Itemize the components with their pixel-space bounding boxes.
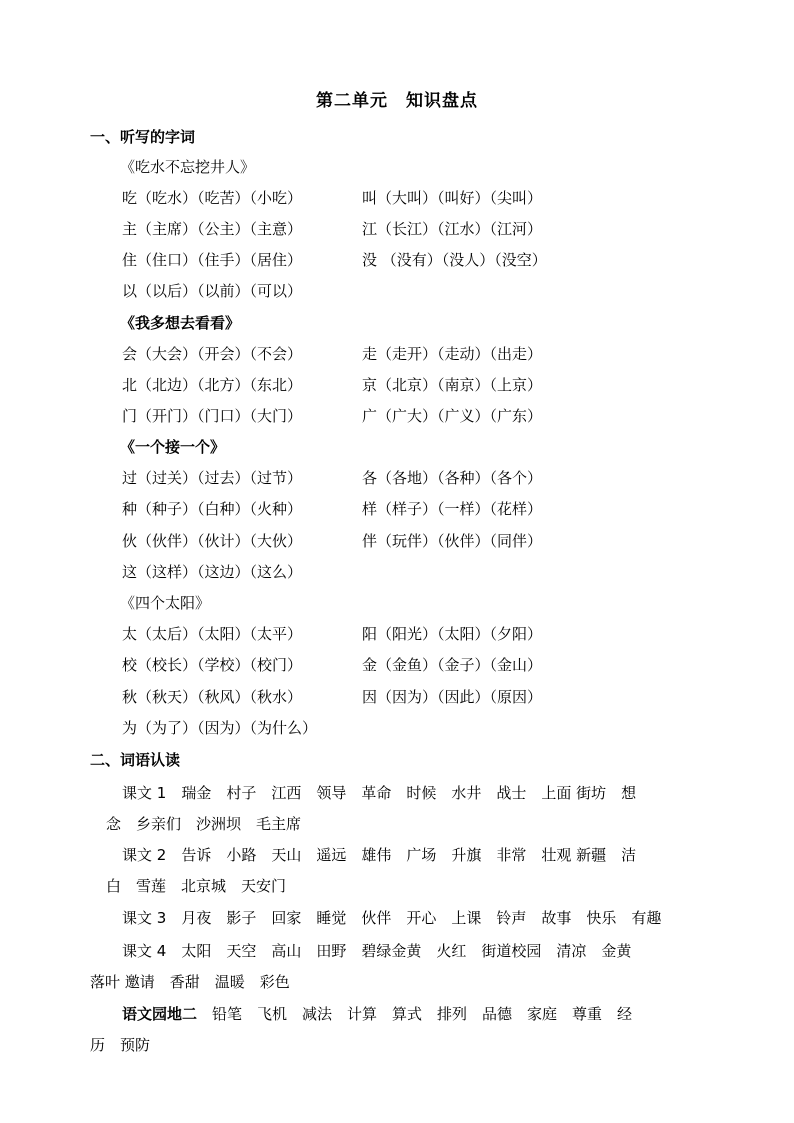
- word-entry: 样（样子）（一样）（花样）: [362, 500, 543, 518]
- word-entry: 广（广大）（广义）（广东）: [362, 407, 543, 425]
- lesson-title: 《吃水不忘挖井人》: [120, 158, 256, 176]
- word-row: [122, 498, 543, 519]
- word-row: [122, 218, 543, 239]
- word-row: [122, 249, 547, 270]
- vocab-line: [122, 907, 661, 928]
- word-entry: 伴（玩伴）（伙伴）（同伴）: [362, 532, 543, 550]
- word-entry: 主（主席）（公主）（主意）: [122, 220, 303, 238]
- vocab-line: 落叶 邀请 香甜 温暖 彩色: [90, 973, 290, 991]
- word-row: [122, 623, 543, 644]
- word-entry: 秋（秋天）（秋风）（秋水）: [122, 688, 303, 706]
- section-heading-dictation: 一、听写的字词: [90, 128, 196, 146]
- vocab-line: [122, 1003, 632, 1024]
- lesson-label: 课文 4: [122, 942, 167, 960]
- vocab-words: 太阳 天空 高山 田野 碧绿金黄 火红 街道校园 清凉 金黄: [181, 942, 632, 960]
- vocab-line: 白 雪莲 北京城 天安门: [106, 877, 287, 895]
- word-row: [122, 280, 302, 301]
- word-row: [122, 530, 543, 551]
- word-entry: 以（以后）（以前）（可以）: [122, 282, 303, 300]
- word-entry: 门（开门）（门口）（大门）: [122, 407, 303, 425]
- word-entry: 吃（吃水）（吃苦）（小吃）: [122, 189, 303, 207]
- word-entry: 种（种子）（白种）（火种）: [122, 500, 303, 518]
- vocab-line: 历 预防: [90, 1036, 151, 1054]
- word-entry: 住（住口）（住手）（居住）: [122, 251, 303, 269]
- word-row: [122, 561, 302, 582]
- vocab-line: [122, 782, 636, 803]
- lesson-label: 语文园地二: [122, 1005, 198, 1023]
- word-entry: 伙（伙伴）（伙计）（大伙）: [122, 532, 303, 550]
- vocab-words: 告诉 小路 天山 遥远 雄伟 广场 升旗 非常 壮观 新疆 洁: [181, 846, 637, 864]
- word-row: [122, 654, 543, 675]
- section-heading-reading: 二、词语认读: [90, 751, 181, 769]
- vocab-words: 瑞金 村子 江西 领导 革命 时候 水井 战士 上面 街坊 想: [181, 784, 637, 802]
- word-row: [122, 187, 543, 208]
- word-entry: 金（金鱼）（金子）（金山）: [362, 656, 543, 674]
- vocab-line: [122, 940, 631, 961]
- lesson-title: 《我多想去看看》: [120, 314, 241, 332]
- vocab-words: 铅笔 飞机 减法 计算 算式 排列 品德 家庭 尊重 经: [212, 1005, 633, 1023]
- word-entry: 叫（大叫）（叫好）（尖叫）: [362, 189, 543, 207]
- word-entry: 这（这样）（这边）（这么）: [122, 563, 303, 581]
- word-entry: 为（为了）（因为）（为什么）: [122, 719, 318, 737]
- word-entry: 江（长江）（江水）（江河）: [362, 220, 543, 238]
- lesson-title: 《一个接一个》: [120, 438, 226, 456]
- vocab-words: 月夜 影子 回家 睡觉 伙伴 开心 上课 铃声 故事 快乐 有趣: [181, 909, 662, 927]
- word-row: [122, 686, 543, 707]
- lesson-label: 课文 3: [122, 909, 167, 927]
- page-title: 第二单元 知识盘点: [316, 91, 478, 111]
- word-entry: 校（校长）（学校）（校门）: [122, 656, 303, 674]
- vocab-line: [122, 844, 636, 865]
- word-row: [122, 717, 317, 738]
- word-row: [122, 343, 543, 364]
- word-entry: 太（太后）（太阳）（太平）: [122, 625, 303, 643]
- lesson-label: 课文 2: [122, 846, 167, 864]
- word-row: [122, 467, 543, 488]
- word-entry: 北（北边）（北方）（东北）: [122, 376, 303, 394]
- word-entry: 各（各地）（各种）（各个）: [362, 469, 543, 487]
- lesson-title: 《四个太阳》: [120, 594, 211, 612]
- word-entry: 走（走开）（走动）（出走）: [362, 345, 543, 363]
- word-entry: 阳（阳光）（太阳）（夕阳）: [362, 625, 543, 643]
- vocab-line: 念 乡亲们 沙洲坝 毛主席: [106, 815, 302, 833]
- word-entry: 京（北京）（南京）（上京）: [362, 376, 543, 394]
- word-entry: 没 （没有）（没人）（没空）: [362, 251, 547, 269]
- word-entry: 因（因为）（因此）（原因）: [362, 688, 543, 706]
- word-entry: 会（大会）（开会）（不会）: [122, 345, 303, 363]
- word-row: [122, 374, 543, 395]
- lesson-label: 课文 1: [122, 784, 167, 802]
- word-row: [122, 405, 543, 426]
- word-entry: 过（过关）（过去）（过节）: [122, 469, 303, 487]
